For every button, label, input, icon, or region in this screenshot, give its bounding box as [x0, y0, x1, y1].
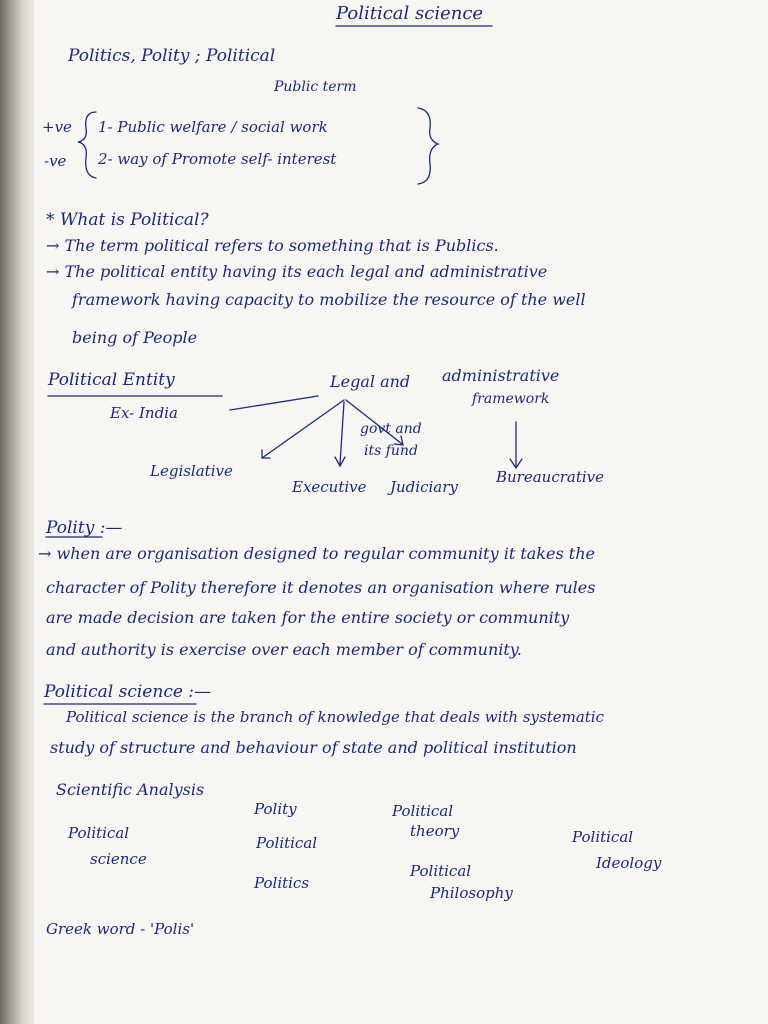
- grid-political-philosophy-2: Philosophy: [430, 884, 513, 902]
- grid-politics: Politics: [254, 874, 310, 892]
- what-is-political-line-4: being of People: [72, 328, 198, 347]
- grid-political-theory-2: theory: [410, 822, 460, 840]
- entity-root-3: framework: [472, 391, 550, 407]
- grid-political-ideology-2: Ideology: [596, 854, 662, 872]
- arrow-executive: [340, 402, 344, 464]
- polity-line-2: character of Polity therefore it denotes an organisation where rules: [46, 578, 596, 597]
- public-term-label: Public term: [274, 79, 357, 95]
- branch-legislative: Legislative: [150, 462, 233, 480]
- what-is-political-line-1: → The term political refers to something that is Publics.: [46, 236, 499, 255]
- what-is-political-line-3: framework having capacity to mobilize the resource of the well: [72, 290, 586, 309]
- entity-root-2: administrative: [442, 366, 560, 385]
- branch-bureaucrative: Bureaucrative: [496, 468, 605, 486]
- polity-line-4: and authority is exercise over each member of community.: [46, 640, 522, 659]
- grid-political-science-1: Political: [68, 824, 130, 842]
- grid-political-philosophy-1: Political: [410, 862, 472, 880]
- polity-heading: Polity :—: [46, 518, 123, 538]
- arrow-legislative: [262, 400, 344, 458]
- connector-india-line: [230, 396, 318, 410]
- scientific-analysis: Scientific Analysis: [56, 780, 205, 799]
- political-science-heading: Political science :—: [44, 682, 212, 702]
- grid-polity: Polity: [254, 800, 297, 818]
- govt-note-1: govt and: [360, 421, 422, 437]
- political-science-line-1: Political science is the branch of knowledge that deals with systematic: [66, 708, 604, 726]
- branch-judiciary: Judiciary: [390, 478, 458, 496]
- polity-line-3: are made decision are taken for the entire society or community: [46, 608, 570, 627]
- page-title: Political science: [336, 3, 484, 24]
- grid-political-theory-1: Political: [392, 802, 454, 820]
- left-brace: [78, 112, 96, 178]
- govt-note-2: its fund: [364, 443, 418, 459]
- political-entity-heading: Political Entity: [48, 370, 175, 390]
- what-is-political-line-2: → The political entity having its each legal and administrative: [46, 262, 548, 281]
- entity-root-1: Legal and: [330, 372, 411, 391]
- greek-word-note: Greek word - 'Polis': [46, 920, 195, 938]
- branch-executive: Executive: [292, 478, 367, 496]
- intro-point-2: 2- way of Promote self- interest: [98, 150, 337, 168]
- polity-line-1: → when are organisation designed to regular community it takes the: [38, 544, 595, 563]
- positive-label: +ve: [42, 118, 72, 136]
- political-science-line-2: study of structure and behaviour of state and political institution: [50, 738, 577, 757]
- grid-political: Political: [256, 834, 318, 852]
- negative-label: -ve: [44, 152, 67, 170]
- entity-example: Ex- India: [110, 404, 178, 422]
- right-brace: [418, 108, 438, 184]
- grid-political-ideology-1: Political: [572, 828, 634, 846]
- intro-point-1: 1- Public welfare / social work: [98, 118, 328, 136]
- intro-terms: Politics, Polity ; Political: [68, 46, 276, 66]
- grid-political-science-2: science: [90, 850, 147, 868]
- what-is-political-question: * What is Political?: [46, 210, 209, 230]
